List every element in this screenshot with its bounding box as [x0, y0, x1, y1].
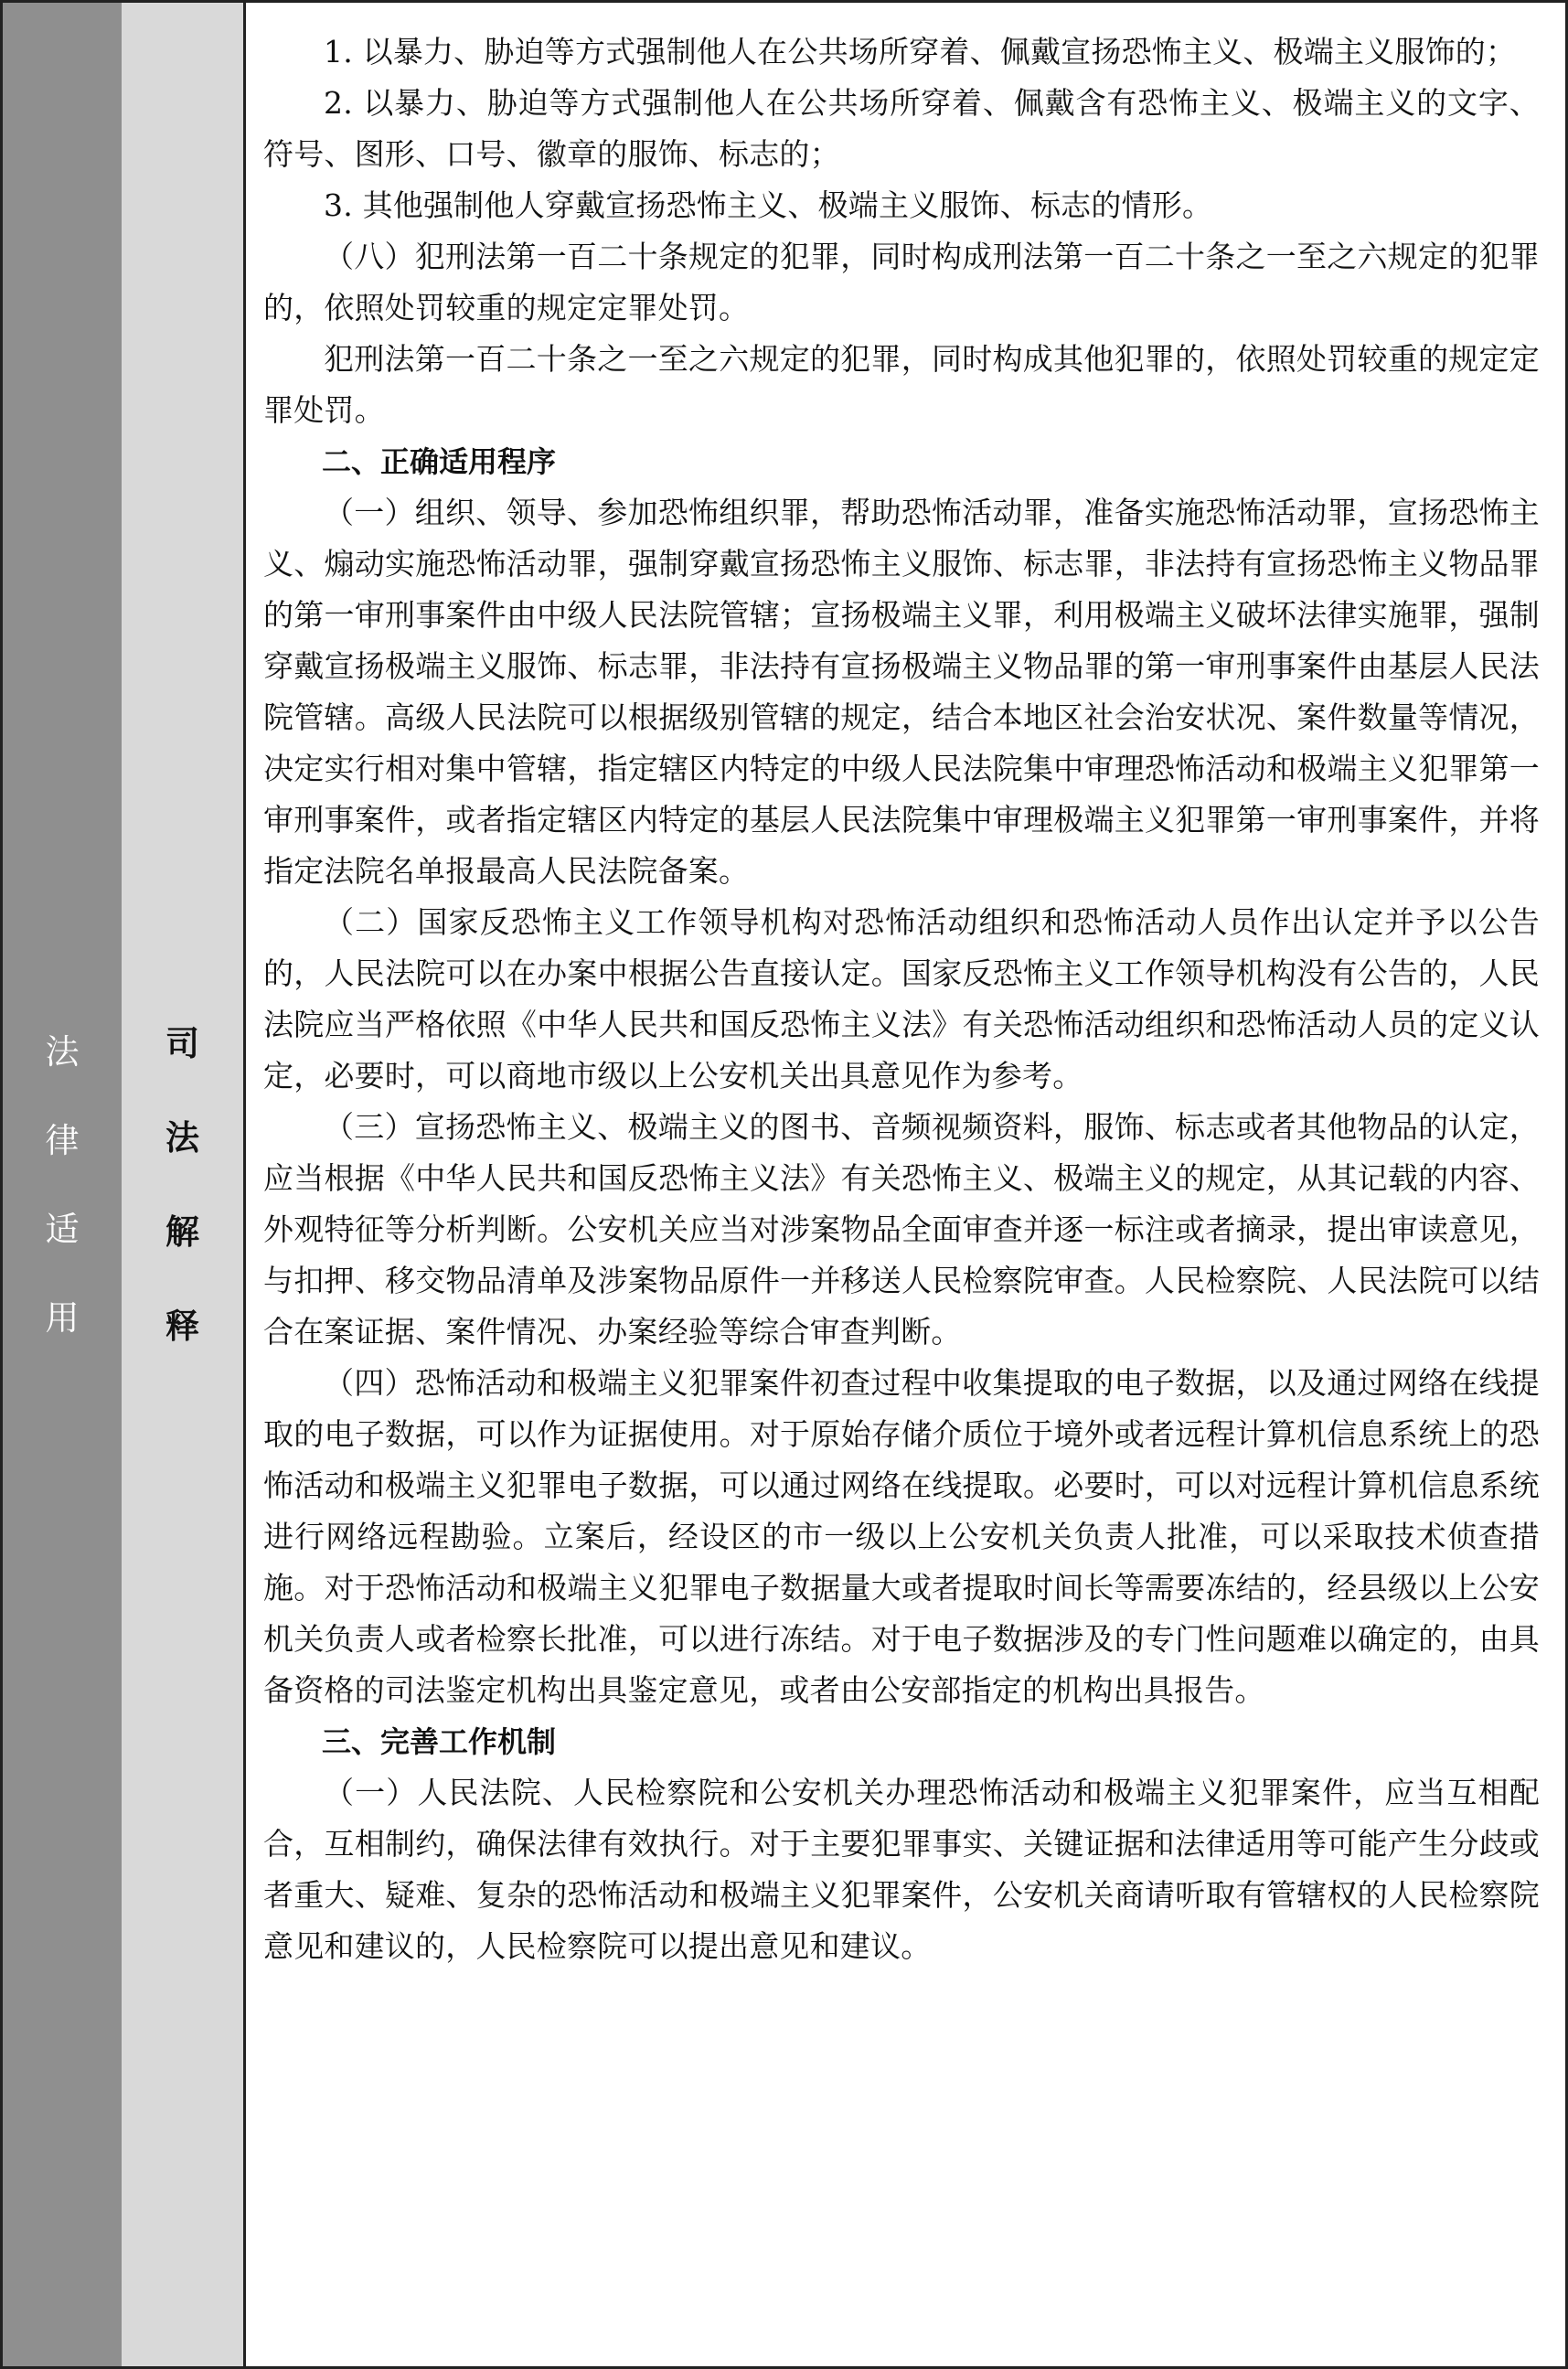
category-char: 适 [45, 1209, 80, 1249]
paragraph: （四）恐怖活动和极端主义犯罪案件初查过程中收集提取的电子数据，以及通过网络在线提取的电子数据，可以作为证据使用。对于原始存储介质位于境外或者远程计算机信息系统上的恐怖活动和极端主义犯罪电子数据，可以通过网络在线提取。必要时，可以对远程计算机信息系统进行网络远程勘验。立案后，经设区的市一级以上公安机关负责人批准，可以采取技术侦查措施。对于恐怖活动和极端主义犯罪电子数据量大或者提取时间长等需要冻结的，经县级以上公安机关负责人或者检察长批准，可以进行冻结。对于电子数据涉及的专门性问题难以确定的，由具备资格的司法鉴定机构出具鉴定意见，或者由公安部指定的机构出具报告。 [263, 1365, 1540, 1708]
category-column [0, 0, 124, 2369]
paragraph: （一）人民法院、人民检察院和公安机关办理恐怖活动和极端主义犯罪案件，应当互相配合，互相制约，确保法律有效执行。对于主要犯罪事实、关键证据和法律适用等可能产生分歧或者重大、疑难、复杂的恐怖活动和极端主义犯罪案件，公安机关商请听取有管辖权的人民检察院意见和建议的，人民检察院可以提出意见和建议。 [263, 1775, 1540, 1964]
subcategory-char: 解 [165, 1211, 199, 1252]
paragraph: （二）国家反恐怖主义工作领导机构对恐怖活动组织和恐怖活动人员作出认定并予以公告的，人民法院可以在办案中根据公告直接认定。国家反恐怖主义工作领导机构没有公告的，人民法院应当严格依照《中华人民共和国反恐怖主义法》有关恐怖活动组织和恐怖活动人员的定义认定，必要时，可以商地市级以上公安机关出具意见作为参考。 [263, 904, 1540, 1094]
paragraph: （八）犯刑法第一百二十条规定的犯罪，同时构成刑法第一百二十条之一至之六规定的犯罪的，依照处罚较重的规定定罪处罚。 [263, 239, 1540, 325]
category-char: 律 [45, 1120, 80, 1160]
paragraph: 犯刑法第一百二十条之一至之六规定的犯罪，同时构成其他犯罪的，依照处罚较重的规定定罪处罚。 [263, 341, 1540, 428]
subcategory-char: 法 [165, 1117, 199, 1158]
subcategory-char: 司 [165, 1023, 199, 1063]
subcategory-label [165, 997, 199, 1373]
subcategory-column [122, 0, 246, 2369]
section-heading: 三、完善工作机制 [322, 1724, 557, 1759]
content-cell [243, 0, 1568, 2369]
paragraph: 1. 以暴力、胁迫等方式强制他人在公共场所穿着、佩戴宣扬恐怖主义、极端主义服饰的； [324, 34, 1517, 69]
category-label [46, 1008, 80, 1362]
paragraph: 2. 以暴力、胁迫等方式强制他人在公共场所穿着、佩戴含有恐怖主义、极端主义的文字、符号、图形、口号、徽章的服饰、标志的； [263, 85, 1540, 172]
section-heading: 二、正确适用程序 [322, 444, 557, 479]
paragraph: （三）宣扬恐怖主义、极端主义的图书、音频视频资料，服饰、标志或者其他物品的认定，应当根据《中华人民共和国反恐怖主义法》有关恐怖主义、极端主义的规定，从其记载的内容、外观特征等分析判断。公安机关应当对涉案物品全面审查并逐一标注或者摘录，提出审读意见，与扣押、移交物品清单及涉案物品原件一并移送人民检察院审查。人民检察院、人民法院可以结合在案证据、案件情况、办案经验等综合审查判断。 [263, 1109, 1540, 1350]
paragraph: （一）组织、领导、参加恐怖组织罪，帮助恐怖活动罪，准备实施恐怖活动罪，宣扬恐怖主义、煽动实施恐怖活动罪，强制穿戴宣扬恐怖主义服饰、标志罪，非法持有宣扬恐怖主义物品罪的第一审刑事案件由中级人民法院管辖；宣扬极端主义罪，利用极端主义破坏法律实施罪，强制穿戴宣扬极端主义服饰、标志罪，非法持有宣扬极端主义物品罪的第一审刑事案件由基层人民法院管辖。高级人民法院可以根据级别管辖的规定，结合本地区社会治安状况、案件数量等情况，决定实行相对集中管辖，指定辖区内特定的中级人民法院集中审理恐怖活动和极端主义犯罪第一审刑事案件，或者指定辖区内特定的基层人民法院集中审理极端主义犯罪第一审刑事案件，并将指定法院名单报最高人民法院备案。 [263, 495, 1540, 889]
category-char: 用 [45, 1297, 80, 1338]
paragraph: 3. 其他强制他人穿戴宣扬恐怖主义、极端主义服饰、标志的情形。 [324, 187, 1213, 223]
subcategory-char: 释 [165, 1306, 199, 1346]
category-char: 法 [45, 1031, 80, 1072]
